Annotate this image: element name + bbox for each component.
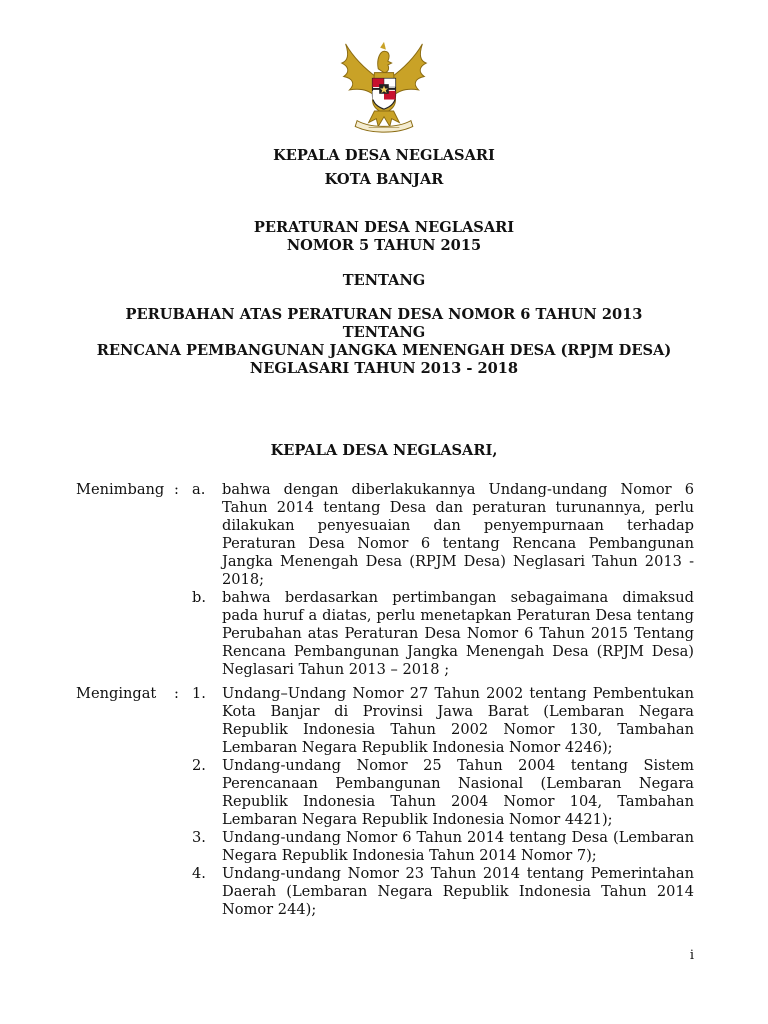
mengingat-item-1 <box>76 685 694 757</box>
mengingat-colon: : <box>174 685 179 702</box>
issuer-city: KOTA BANJAR <box>324 171 444 188</box>
item-text: bahwa berdasarkan pertimbangan sebagaimana dimaksud pada huruf a diatas, perlu menetapkan Peraturan Desa tentang Perubahan atas Peraturan Desa Nomor 6 Tahun 2015 Tentang Rencana Pembangunan Jangka Menengah Desa (RPJM Desa) Neglasari Tahun 2013 – 2018 ; <box>222 589 694 678</box>
item-text: Undang-undang Nomor 6 Tahun 2014 tentang Desa (Lembaran Negara Republik Indonesia Tahun 2014 Nomor 7); <box>222 829 694 864</box>
item-marker: a. <box>192 481 206 498</box>
subject-line-2: TENTANG <box>342 324 426 341</box>
item-text: Undang-undang Nomor 23 Tahun 2014 tentang Pemerintahan Daerah (Lembaran Negara Republik Indonesia Tahun 2014 Nomor 244); <box>222 865 694 918</box>
subject-heading <box>0 306 768 378</box>
garuda-emblem-icon <box>335 40 433 136</box>
subject-line-1: PERUBAHAN ATAS PERATURAN DESA NOMOR 6 TAHUN 2013 <box>125 306 643 323</box>
regulation-title: PERATURAN DESA NEGLASARI <box>253 219 515 236</box>
page-number: i <box>689 948 694 963</box>
mengingat-item-4 <box>76 865 694 919</box>
regulation-number: NOMOR 5 TAHUN 2015 <box>286 237 482 254</box>
mengingat-item-2 <box>76 757 694 829</box>
about-heading <box>0 272 768 290</box>
regulation-heading <box>0 219 768 255</box>
enacting-heading <box>0 442 768 460</box>
item-marker: 4. <box>192 865 206 882</box>
menimbang-item-b <box>76 589 694 679</box>
item-marker: 2. <box>192 757 206 774</box>
issuer-title: KEPALA DESA NEGLASARI <box>273 147 495 164</box>
subject-line-4: NEGLASARI TAHUN 2013 - 2018 <box>249 360 519 377</box>
menimbang-label: Menimbang <box>76 481 165 498</box>
item-marker: 3. <box>192 829 206 846</box>
menimbang-item-a <box>76 481 694 589</box>
subject-line-3: RENCANA PEMBANGUNAN JANGKA MENENGAH DESA (RPJM DESA) <box>96 342 672 359</box>
item-text: Undang–Undang Nomor 27 Tahun 2002 tentang Pembentukan Kota Banjar di Provinsi Jawa Barat (Lembaran Negara Republik Indonesia Tahun 2002 Nomor 130, Tambahan Lembaran Negara Republik Indonesia Nomor 4246); <box>222 685 694 756</box>
enacting-authority: KEPALA DESA NEGLASARI, <box>270 442 498 459</box>
menimbang-section <box>76 481 694 679</box>
item-text: bahwa dengan diberlakukannya Undang-undang Nomor 6 Tahun 2014 tentang Desa dan peraturan turunannya, perlu dilakukan penyesuaian dan penyempurnaan terhadap Peraturan Desa Nomor 6 tentang Rencana Pembangunan Jangka Menengah Desa (RPJM Desa) Neglasari Tahun 2013 - 2018; <box>222 481 694 588</box>
item-marker: b. <box>192 589 206 606</box>
mengingat-item-3 <box>76 829 694 865</box>
item-text: Undang-undang Nomor 25 Tahun 2004 tentang Sistem Perencanaan Pembangunan Nasional (Lembaran Negara Republik Indonesia Tahun 2004 Nomor 104, Tambahan Lembaran Negara Republik Indonesia Nomor 4421); <box>222 757 694 828</box>
mengingat-section <box>76 685 694 919</box>
item-marker: 1. <box>192 685 206 702</box>
menimbang-colon: : <box>174 481 179 498</box>
mengingat-label: Mengingat <box>76 685 157 702</box>
about-label: TENTANG <box>342 272 426 289</box>
issuer-heading <box>0 147 768 189</box>
